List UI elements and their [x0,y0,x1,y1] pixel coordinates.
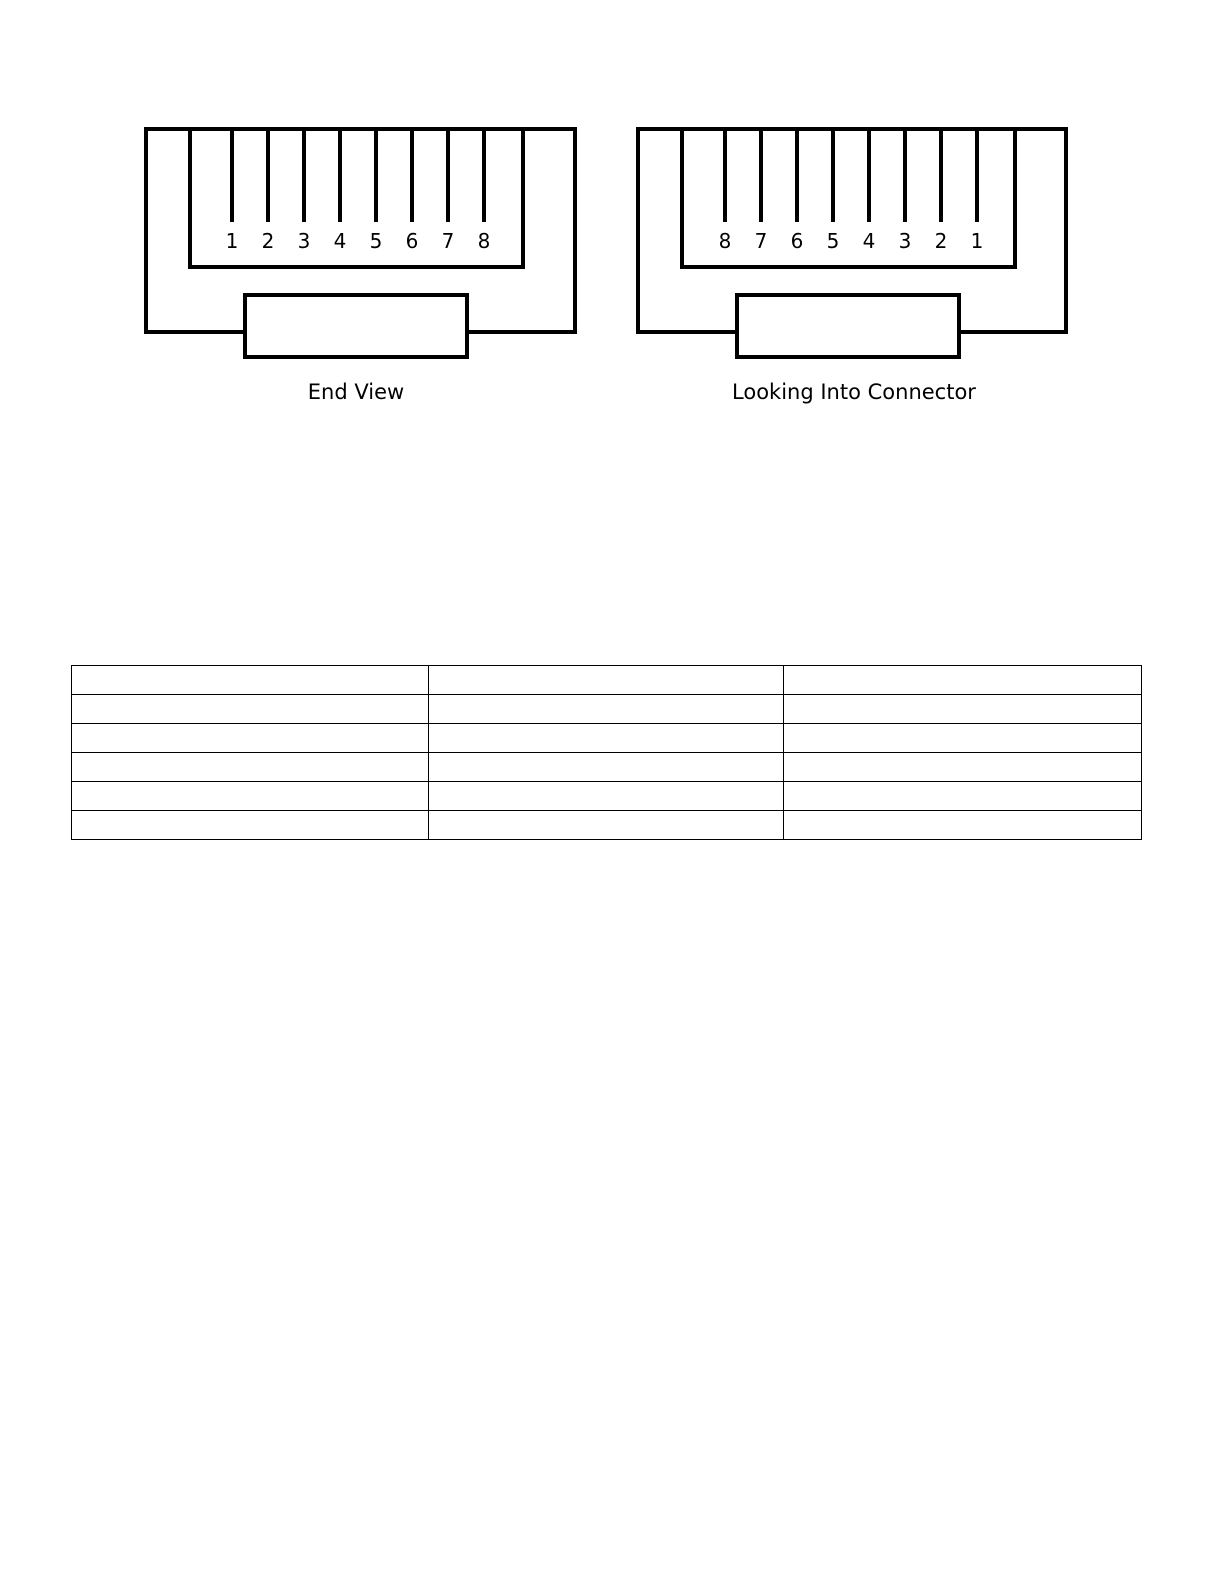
end-view-pin-labels [226,229,491,253]
pin-number: 8 [477,229,491,253]
table-cell[interactable] [72,666,429,695]
pin-number: 7 [754,229,768,253]
table-cell[interactable] [784,724,1142,753]
pin-number: 3 [297,229,311,253]
table-cell[interactable] [784,666,1142,695]
table-cell[interactable] [784,695,1142,724]
table-cell[interactable] [429,753,784,782]
connector-end-view [146,129,575,357]
pin-number: 7 [441,229,455,253]
end-view-caption: End View [307,380,405,404]
pin-number: 6 [790,229,804,253]
contact-lines [232,129,484,222]
table-row [72,782,1142,811]
pin-number: 1 [970,229,984,253]
table-cell[interactable] [429,782,784,811]
table-cell[interactable] [429,695,784,724]
contact-lines [725,129,977,222]
table-cell[interactable] [784,753,1142,782]
pin-number: 4 [862,229,876,253]
table-cell[interactable] [429,666,784,695]
table-cell[interactable] [72,695,429,724]
pin-number: 5 [369,229,383,253]
pin-number: 3 [898,229,912,253]
pin-number: 4 [333,229,347,253]
pin-number: 5 [826,229,840,253]
pin-number: 6 [405,229,419,253]
connector-diagram-svg [0,0,1224,430]
table-row [72,811,1142,840]
table-cell[interactable] [784,811,1142,840]
table-cell[interactable] [429,811,784,840]
connector-body-outline [638,129,1066,332]
table-cell[interactable] [72,782,429,811]
table-cell[interactable] [429,724,784,753]
locking-tab [737,295,959,357]
looking-into-pin-labels [719,229,984,253]
table-cell[interactable] [784,782,1142,811]
connector-looking-into [638,129,1066,357]
table-row [72,695,1142,724]
looking-into-caption: Looking Into Connector [732,380,976,404]
pin-number: 1 [225,229,239,253]
connector-body-outline [146,129,575,332]
locking-tab [245,295,467,357]
pinout-table [71,665,1142,840]
pin-cavity-outline [190,129,523,267]
table-cell[interactable] [72,753,429,782]
pin-cavity-outline [682,129,1015,267]
table-cell[interactable] [72,811,429,840]
pin-number: 2 [934,229,948,253]
connector-diagrams [0,0,1224,430]
table-row [72,666,1142,695]
table-cell[interactable] [72,724,429,753]
pin-number: 8 [718,229,732,253]
table-row [72,753,1142,782]
pin-number: 2 [261,229,275,253]
table-row [72,724,1142,753]
